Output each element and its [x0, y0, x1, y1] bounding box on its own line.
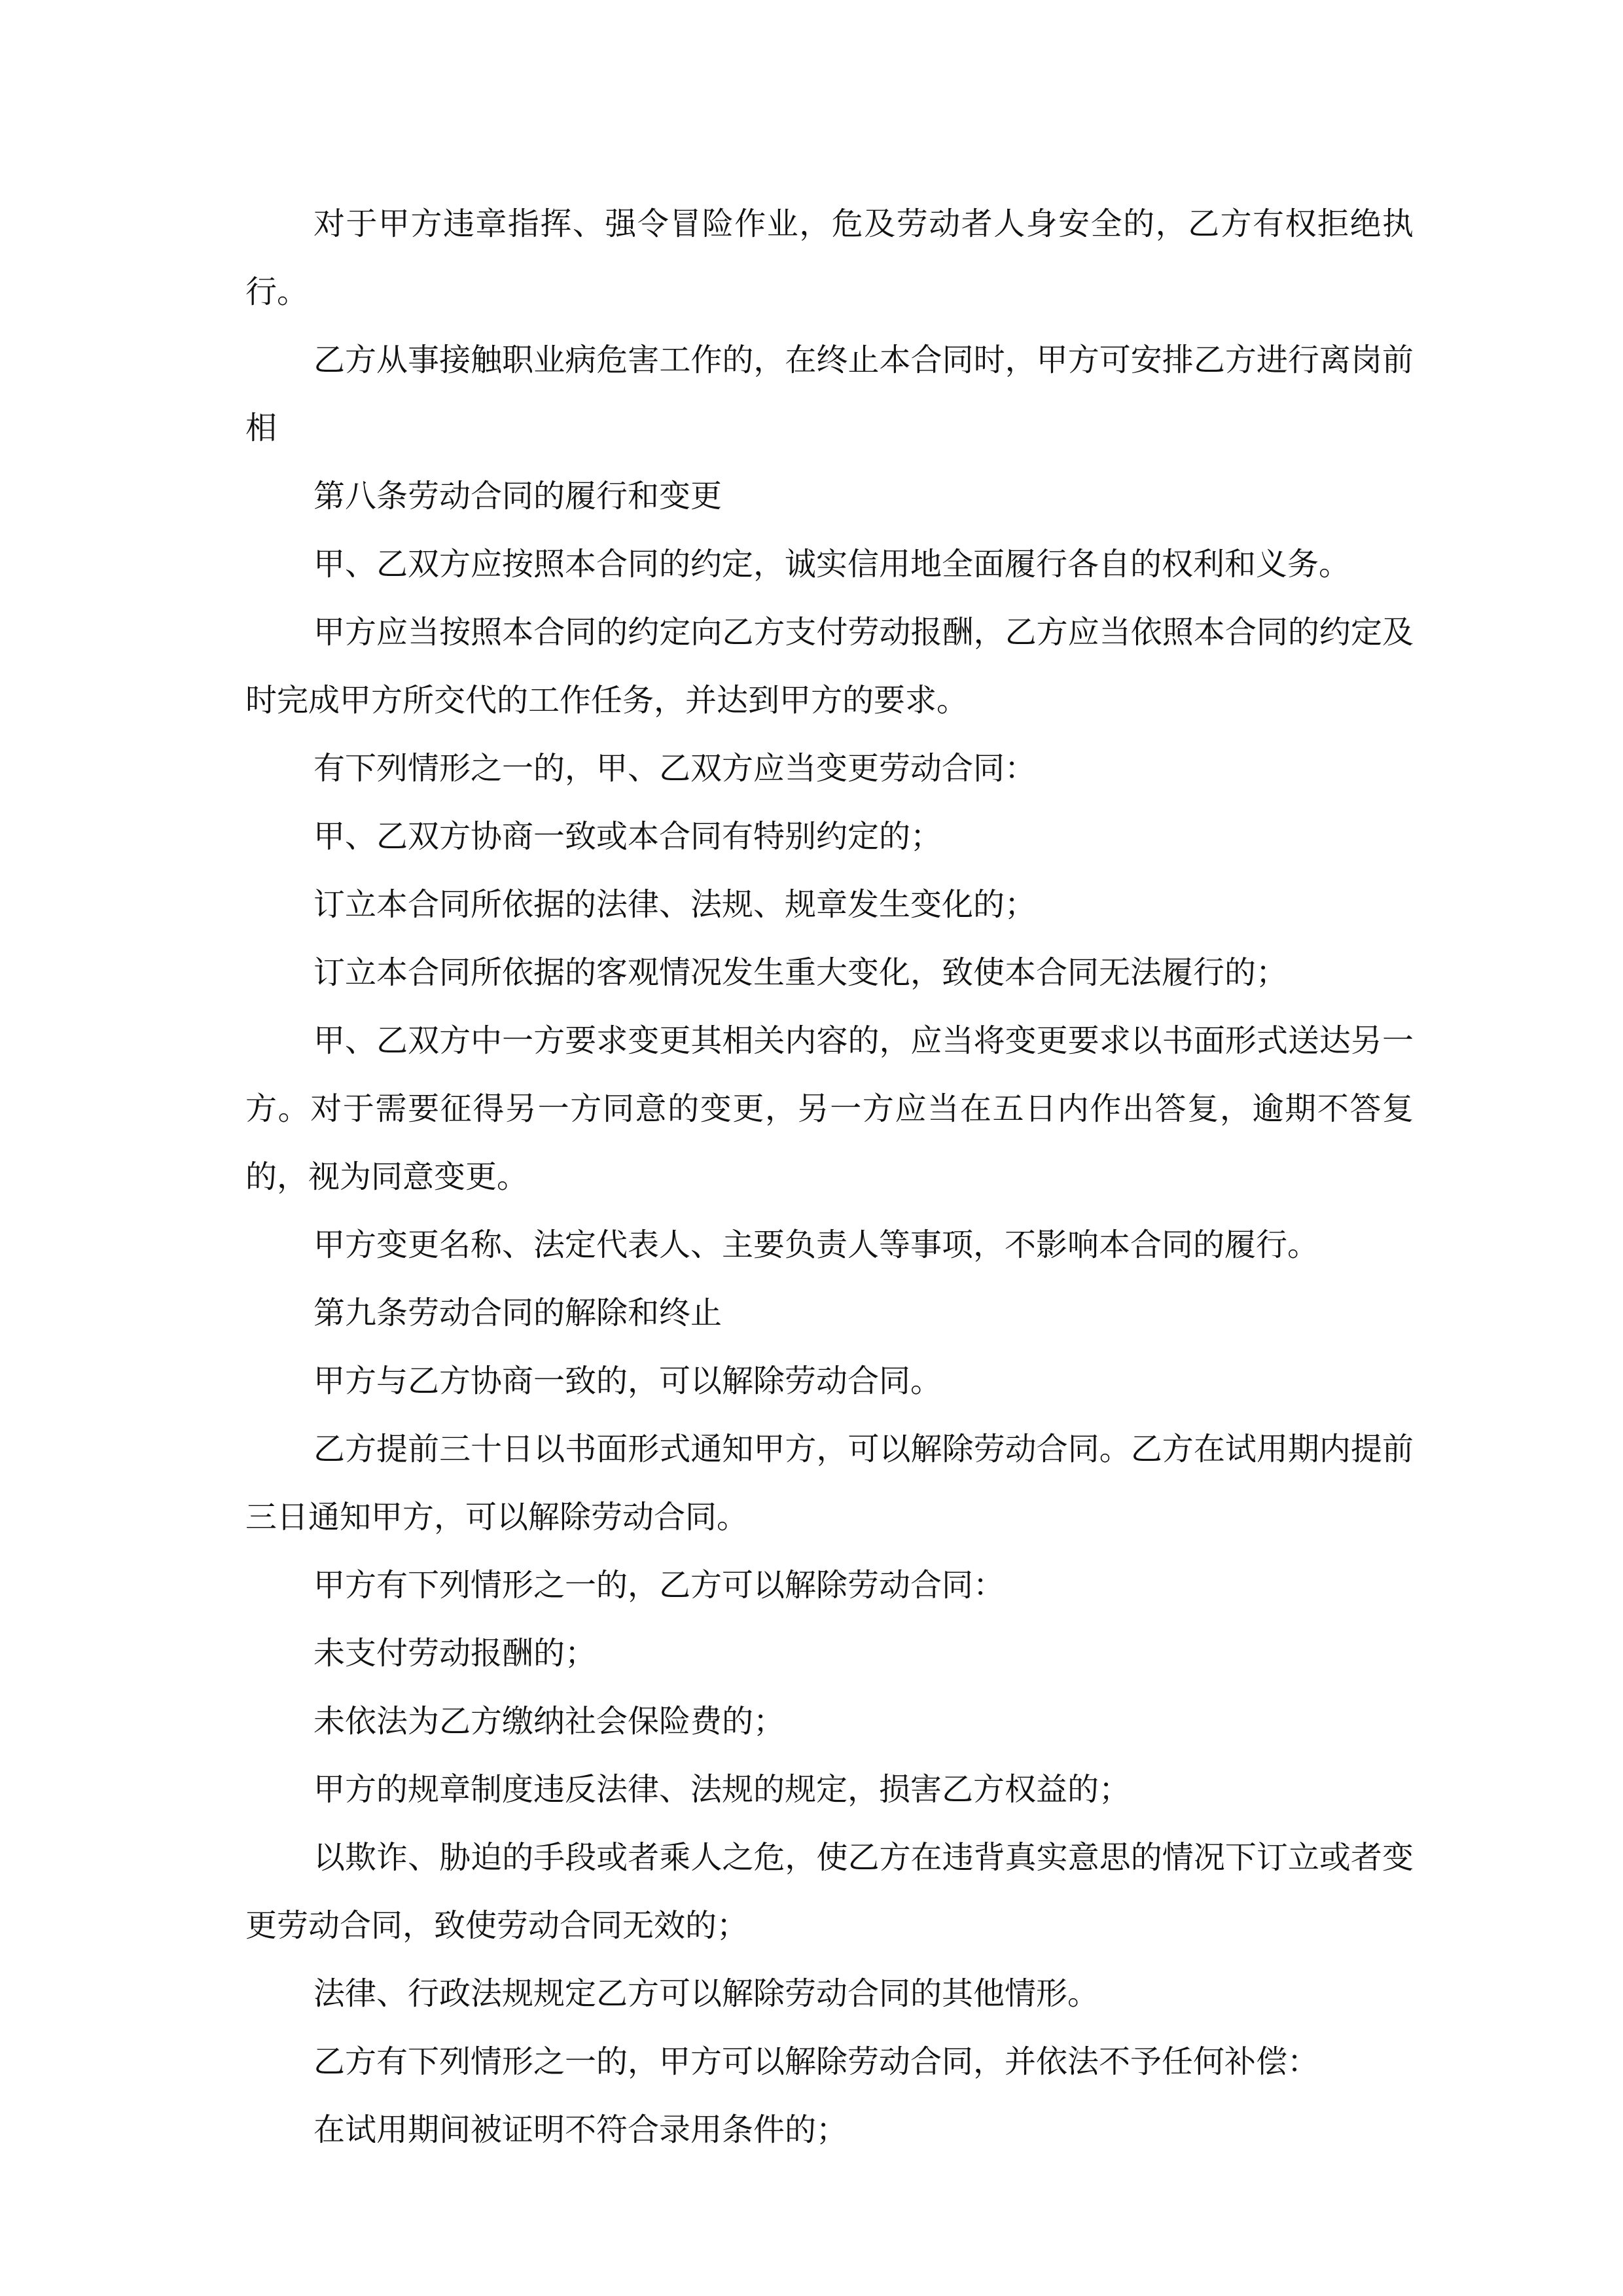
- list-item: 订立本合同所依据的客观情况发生重大变化，致使本合同无法履行的；: [313, 954, 1288, 991]
- list-item: 未依法为乙方缴纳社会保险费的；: [313, 1703, 785, 1740]
- paragraph: 甲、乙双方应按照本合同的约定，诚实信用地全面履行各自的权利和义务。: [313, 546, 1351, 583]
- list-item: 未支付劳动报酬的；: [313, 1635, 597, 1672]
- paragraph: 甲方应当按照本合同的约定向乙方支付劳动报酬，乙方应当依照本合同的约定及时完成甲方所交代的工作任务，并达到甲方的要求。: [245, 614, 1414, 719]
- document-body: [245, 190, 1414, 2164]
- section-heading: 第八条劳动合同的履行和变更: [313, 478, 722, 514]
- paragraph: 乙方有下列情形之一的，甲方可以解除劳动合同，并依法不予任何补偿：: [313, 2043, 1319, 2080]
- paragraph: 甲方与乙方协商一致的，可以解除劳动合同。: [313, 1363, 942, 1399]
- list-item: 甲、乙双方协商一致或本合同有特别约定的；: [313, 818, 942, 855]
- list-item: 以欺诈、胁迫的手段或者乘人之危，使乙方在违背真实意思的情况下订立或者变更劳动合同，致使劳动合同无效的；: [245, 1839, 1414, 1944]
- paragraph: 对于甲方违章指挥、强令冒险作业，危及劳动者人身安全的，乙方有权拒绝执行。: [245, 206, 1414, 310]
- paragraph: 乙方提前三十日以书面形式通知甲方，可以解除劳动合同。乙方在试用期内提前三日通知甲方，可以解除劳动合同。: [245, 1431, 1414, 1535]
- paragraph: 有下列情形之一的，甲、乙双方应当变更劳动合同：: [313, 750, 1037, 787]
- list-item: 法律、行政法规规定乙方可以解除劳动合同的其他情形。: [313, 1975, 1099, 2012]
- list-item: 甲方的规章制度违反法律、法规的规定，损害乙方权益的；: [313, 1771, 1131, 1808]
- paragraph: 甲、乙双方中一方要求变更其相关内容的，应当将变更要求以书面形式送达另一方。对于需要征得另一方同意的变更，另一方应当在五日内作出答复，逾期不答复的，视为同意变更。: [245, 1022, 1414, 1195]
- section-heading: 第九条劳动合同的解除和终止: [313, 1295, 722, 1331]
- paragraph: 甲方变更名称、法定代表人、主要负责人等事项，不影响本合同的履行。: [313, 1227, 1319, 1263]
- list-item: 订立本合同所依据的法律、法规、规章发生变化的；: [313, 886, 1037, 923]
- paragraph: 乙方从事接触职业病危害工作的，在终止本合同时，甲方可安排乙方进行离岗前相: [245, 342, 1414, 446]
- paragraph: 甲方有下列情形之一的，乙方可以解除劳动合同：: [313, 1567, 1005, 1604]
- list-item: 在试用期间被证明不符合录用条件的；: [313, 2111, 848, 2148]
